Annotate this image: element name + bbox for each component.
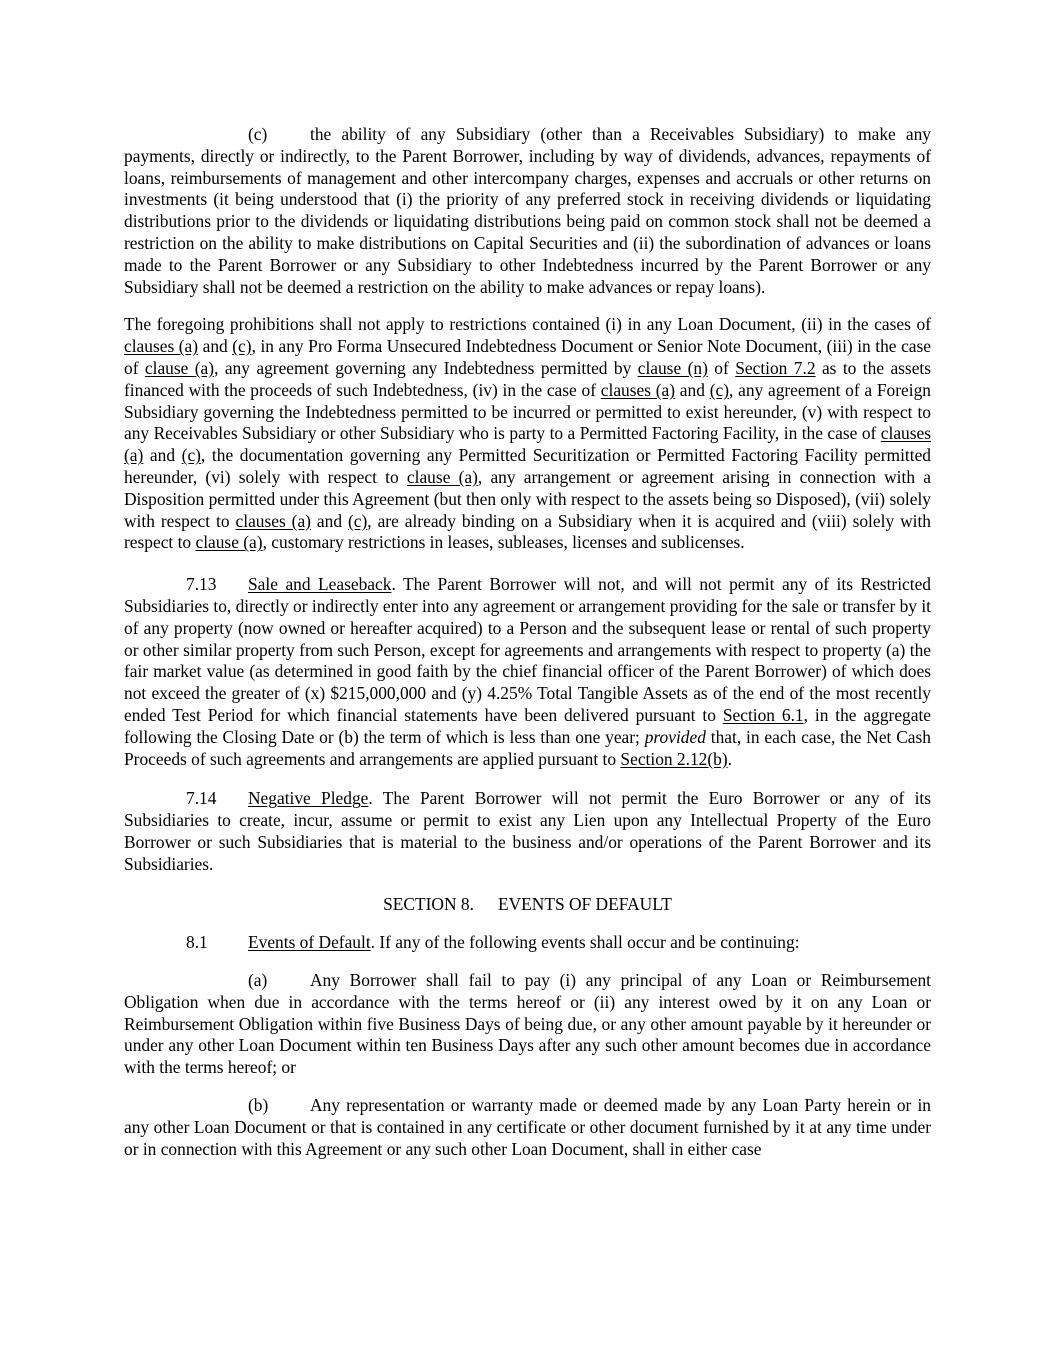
clause-reference: clauses (a) bbox=[124, 423, 931, 466]
foregoing-text: , are already binding on a Subsidiary when it is acquired and (viii) solely with respect to bbox=[124, 510, 931, 553]
clause-reference: clause (a) bbox=[195, 532, 263, 553]
document-body bbox=[124, 124, 931, 1160]
section-text: . The Parent Borrower will not permit the Euro Borrower or any of its Subsidiaries to create, incur, assume or permit to exist any Lien upon any Intellectual Property of the Euro Borrower or such Subsidiaries that is material to the business and/or operations of the Parent Borrower and its Subsidiaries. bbox=[124, 788, 931, 874]
clause-a-marker: (a) bbox=[248, 970, 268, 991]
foregoing-text: , any arrangement or agreement arising in connection with a Disposition permitted under this Agreement (but then only with respect to the assets being so Disposed), (vii) solely with respect to bbox=[124, 466, 931, 531]
clause-b-paragraph bbox=[124, 1095, 931, 1160]
clause-reference: clause (a) bbox=[144, 357, 215, 378]
section-number: 8.1 bbox=[186, 932, 208, 953]
section-text: . The Parent Borrower will not, and will not permit any of its Restricted Subsidiaries to, directly or indirectly enter into any agreement or arrangement providing for the sale or transfer by it of any property (now owned or hereafter acquired) to a Person and the subsequent lease or rental of such property or other similar property from such Person, except for agreements and arrangements with respect to property (a) the fair market value (as determined in good faith by the chief financial officer of the Parent Borrower) of which does not exceed the greater of (x) $215,000,000 and (y) 4.25% Total Tangible Assets as of the end of the most recently ended Test Period for which financial statements have been delivered pursuant to bbox=[124, 574, 931, 725]
foregoing-text: and bbox=[675, 379, 710, 400]
emphasis-provided: provided bbox=[644, 726, 706, 747]
section-title: Events of Default bbox=[248, 932, 371, 953]
section-number: 7.14 bbox=[186, 788, 217, 809]
foregoing-prohibitions-paragraph bbox=[124, 314, 931, 554]
section-label: SECTION 8. bbox=[383, 893, 474, 914]
section-text: , in the aggregate following the Closing Date or (b) the term of which is less than one year; bbox=[124, 704, 932, 747]
section-8-heading bbox=[124, 894, 931, 916]
clause-b-text: Any representation or warranty made or deemed made by any Loan Party herein or in any other Loan Document or that is contained in any certificate or other document furnished by it at any time under or in connection with this Agreement or any such other Loan Document, shall in either case bbox=[124, 1095, 931, 1159]
clause-b-marker: (b) bbox=[248, 1095, 269, 1116]
section-title: Negative Pledge bbox=[248, 788, 369, 809]
section-7-14-paragraph bbox=[124, 788, 931, 875]
foregoing-text: , customary restrictions in leases, subleases, licenses and sublicenses. bbox=[262, 532, 745, 553]
foregoing-text: of bbox=[707, 357, 736, 378]
foregoing-text: The foregoing prohibitions shall not apply to restrictions contained (i) in any Loan Document, (ii) in the cases of bbox=[124, 314, 931, 335]
section-text: . If any of the following events shall occur and be continuing: bbox=[370, 932, 800, 953]
clause-reference: (c) bbox=[181, 445, 201, 466]
clause-c-paragraph bbox=[124, 124, 931, 298]
clause-reference: clauses (a) bbox=[124, 336, 199, 357]
section-reference: Section 7.2 bbox=[735, 357, 816, 378]
clause-reference: clauses (a) bbox=[235, 510, 311, 531]
section-text: that, in each case, the Net Cash Proceeds of such agreements and arrangements are applied pursuant to bbox=[124, 726, 931, 769]
clause-reference: clause (n) bbox=[637, 357, 708, 378]
clause-reference: (c) bbox=[347, 510, 368, 531]
foregoing-text: and bbox=[310, 510, 348, 531]
section-text: . bbox=[727, 748, 733, 769]
foregoing-text: , in any Pro Forma Unsecured Indebtedness Document or Senior Note Document, (iii) in the case of bbox=[124, 336, 931, 378]
section-8-1-paragraph bbox=[124, 932, 931, 954]
foregoing-text: and bbox=[198, 336, 233, 357]
clause-a-paragraph bbox=[124, 970, 931, 1079]
clause-reference: (c) bbox=[232, 336, 252, 357]
section-heading-title: EVENTS OF DEFAULT bbox=[497, 893, 672, 914]
section-number: 7.13 bbox=[186, 574, 217, 595]
foregoing-text: as to the assets financed with the proceeds of such Indebtedness, (iv) in the case of bbox=[124, 357, 932, 400]
foregoing-text: , any agreement of a Foreign Subsidiary governing the Indebtedness permitted to be incurred or permitted to exist hereunder, (v) with respect to any Receivables Subsidiary or other Subsidiary who is party to a Permitted Factoring Facility, in the case of bbox=[124, 379, 931, 444]
section-title: Sale and Leaseback bbox=[248, 574, 392, 595]
clause-reference: clause (a) bbox=[406, 466, 478, 487]
section-reference: Section 2.12(b) bbox=[620, 748, 728, 769]
clause-c-text: the ability of any Subsidiary (other than a Receivables Subsidiary) to make any payments, directly or indirectly, to the Parent Borrower, including by way of dividends, advances, repayments of loans, reimbursements of management and other intercompany charges, expenses and accruals or other returns on investments (it being understood that (i) the priority of any preferred stock in receiving dividends or liquidating distributions prior to the dividends or liquidating distributions being paid on common stock shall not be deemed a restriction on the ability to make distributions on Capital Securities and (ii) the subordination of advances or loans made to the Parent Borrower or any Subsidiary to other Indebtedness incurred by the Parent Borrower or any Subsidiary shall not be deemed a restriction on the ability to make advances or repay loans). bbox=[124, 124, 931, 297]
clause-reference: (c) bbox=[709, 379, 729, 400]
clause-c-marker: (c) bbox=[248, 124, 268, 144]
section-7-13-paragraph bbox=[124, 574, 931, 770]
foregoing-text: and bbox=[143, 445, 182, 466]
foregoing-text: , any agreement governing any Indebtedness permitted by bbox=[214, 357, 638, 378]
section-reference: Section 6.1 bbox=[722, 704, 804, 725]
clause-a-text: Any Borrower shall fail to pay (i) any principal of any Loan or Reimbursement Obligation when due in accordance with the terms hereof or (ii) any interest owed by it on any Loan or Reimbursement Obligation within five Business Days of being due, or any other amount payable by it hereunder or under any other Loan Document within ten Business Days after any such other amount becomes due in accordance with the terms hereof; or bbox=[124, 970, 931, 1078]
foregoing-text: , the documentation governing any Permitted Securitization or Permitted Factoring Facility permitted hereunder, (vi) solely with respect to bbox=[124, 445, 931, 487]
clause-reference: clauses (a) bbox=[600, 379, 676, 400]
